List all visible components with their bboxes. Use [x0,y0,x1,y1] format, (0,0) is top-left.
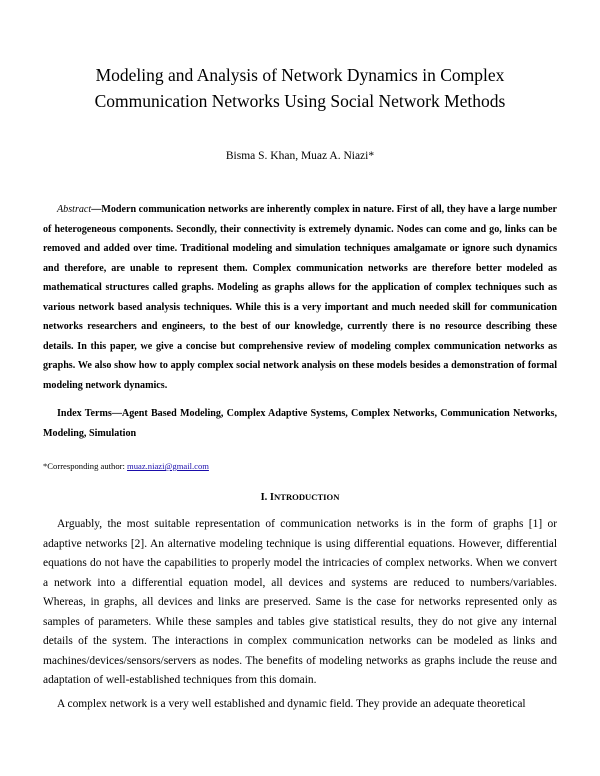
paper-title [40,62,560,114]
title-line-1: Modeling and Analysis of Network Dynamics in Complex [95,65,505,85]
section-heading [40,492,560,503]
section-title-rest: NTRODUCTION [274,492,340,502]
abstract-label: Abstract [57,204,92,215]
author-email-link[interactable]: muaz.niazi@gmail.com [127,461,209,471]
footnote-label: *Corresponding author: [43,461,128,471]
title-line-2: Communication Networks Using Social Network Methods [94,91,506,111]
corresponding-author-footnote [43,461,557,471]
body-text [43,515,557,718]
section-first-letter: I [269,492,274,503]
index-terms: Index Terms—Agent Based Modeling, Complex Adaptive Systems, Complex Networks, Communication Networks, Modeling, Simulation [43,408,557,439]
abstract [43,200,557,395]
abstract-text: —Modern communication networks are inherently complex in nature. First of all, they have a large number of heterogeneous components. Secondly, their connectivity is extremely dynamic. Nodes can come and go, links can be removed and added over time. Traditional modeling and simulation techniques amalgamate or ignore such dynamics and therefore, are unable to represent them. Complex communication networks are therefore better modeled as mathematical structures called graphs. Modeling as graphs allows for the application of complex techniques such as various network based analysis techniques. While this is a very important and much needed skill for communication networks researchers and engineers, to the best of our knowledge, currently there is no resource describing these details. In this paper, we give a concise but comprehensive review of modeling complex communication networks as graphs. We also show how to apply complex social network analysis on these models besides a demonstration of formal modeling network dynamics. [43,204,557,391]
paragraph: A complex network is a very well established and dynamic field. They provide an adequate theoretical [57,697,526,710]
section-number: I. [260,492,268,503]
author-list: Bisma S. Khan, Muaz A. Niazi* [225,150,375,162]
paragraph: Arguably, the most suitable representation of communication networks is in the form of graphs [1] or adaptive networks [2]. An alternative modeling technique is using differential equations. However, differential equations do not have the capabilities to properly model the intricacies of complex networks. When we convert a network into a differential equation model, all devices and systems are reduced to numbers/variables. Whereas, in graphs, all devices and links are preserved. Same is the case for networks represented only as samples of parameters. While these samples and tables give statistical results, they do not give any internal details of the system. The interactions in complex communication networks can be modeled as links and machines/devices/sensors/servers as nodes. The benefits of modeling networks as graphs include the reuse and adaptation of well-established techniques from this domain. [43,518,557,686]
